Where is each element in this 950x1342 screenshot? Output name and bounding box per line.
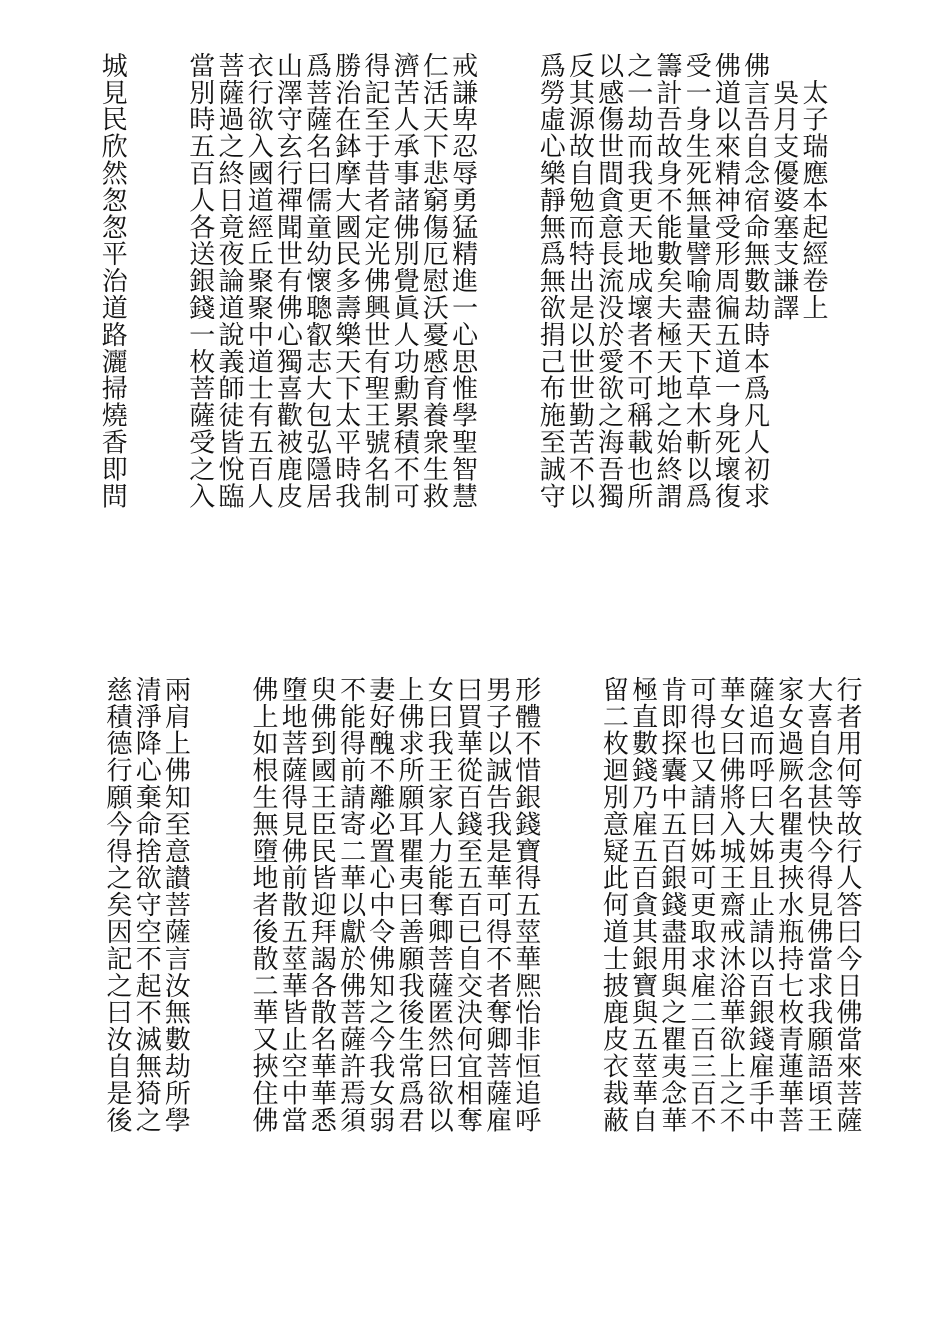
text-column: 當別時五百人各送銀錢一枚菩薩受之入: [184, 52, 215, 510]
text-column: 薩追而呼曰大姊且止請以百銀錢雇手中: [744, 676, 775, 1134]
text-column: 兩肩上佛知至意讃菩薩言汝無數劫所學: [160, 676, 191, 1134]
text-column: 佛上如根生無墮地者後散二華又挾住佛: [248, 676, 278, 1134]
text-column: 受一身生死無量譬喻盡天下草木斬以爲: [681, 52, 712, 510]
text-column: 留二枚迴別意疑此何道士披鹿皮衣裁蔽: [598, 676, 629, 1134]
text-column: 仁活天下悲窮傷厄慰沃憂慼育養衆生救: [418, 52, 449, 510]
text-column: 籌計吾故身不能數矣夫極天地之始終謂: [652, 52, 682, 510]
text-column: 濟苦人承事諸佛別覺眞人功勳累積不可: [389, 52, 420, 510]
text-column: 臾佛到國王臣民皆迎拜謁各散名華華悉: [306, 676, 337, 1134]
text-column: 上佛求所願耳瞿夷曰善願我後生常爲君: [394, 676, 424, 1134]
text-column: 佛言吾自念宿命無數劫時本爲凡人初求: [739, 52, 770, 510]
text-column: 大喜自念甚快今得見佛當求我願語頃王: [802, 676, 833, 1134]
text-column: 戒謙卑忍辱勇猛精進一心思惟學聖智慧: [447, 52, 478, 510]
text-column: 可得也又請曰姊可更取求雇二百三百不: [686, 676, 716, 1134]
text-column: 極直數錢乃雇五百貪其銀寶與五莖華自: [627, 676, 658, 1134]
text-column: 得記至于昔者定光佛興世有聖王號名制: [360, 52, 390, 510]
text-column: 之一劫而我更天地成壞者不可稱載也所: [622, 52, 653, 510]
text-column: 妻好醜不離必置心中令佛知之今我女弱: [364, 676, 395, 1134]
text-column: 佛道以來精神受形周徧五道一身死壞復: [710, 52, 741, 510]
top-text-block: [0, 52, 950, 522]
text-column: 墮地菩薩得見佛前散五莖華皆止空中當: [277, 676, 308, 1134]
text-column: 勝治在鉢摩大國民多壽樂天下太平時我: [330, 52, 361, 510]
text-column: 行者用何等故行人答曰今日佛當來菩薩: [832, 676, 862, 1134]
text-column: 吳月支優婆塞支謙譯: [768, 52, 799, 321]
text-column: 以感傷世間貪意長流没於愛欲之海吾獨: [593, 52, 624, 510]
text-column: 形體不惜銀錢寶得五莖華熈怡非恒追呼: [510, 676, 541, 1134]
text-column: 清淨降心棄命捨欲守空不起不滅無猗之: [131, 676, 162, 1134]
text-column: 男子以誠告我是華可得不者奪卿菩薩雇: [481, 676, 512, 1134]
text-column: 不能得前請寄二華以獻於佛菩薩許焉須: [335, 676, 366, 1134]
text-column: 爲勞虛心樂靜無爲無欲捐己布施至誠守: [535, 52, 566, 510]
text-column: 華女曰佛將入城王齋戒沐浴華欲上之不: [715, 676, 746, 1134]
text-column: 城見民欣然怱怱平治道路灑掃燒香即問: [97, 52, 128, 510]
text-column: 菩薩過之終日竟夜論道說義師徒皆悅臨: [214, 52, 244, 510]
text-column: 肯即探囊中五百銀錢盡用與之瞿夷念華: [656, 676, 687, 1134]
text-column: 反其源故自勉而特出是以世世勤苦不以: [564, 52, 595, 510]
text-column: 爲菩薩名曰儒童幼懷聰叡志大包弘隱居: [301, 52, 332, 510]
bottom-text-block: [0, 676, 950, 1146]
text-column: 慈積德行願今得之矣因記之曰汝自是後: [102, 676, 132, 1134]
text-column: 曰買華從百錢至五百已自交決何宜相奪: [452, 676, 483, 1134]
text-column: 山澤守玄行禪聞世有佛心獨喜歡被鹿皮: [272, 52, 303, 510]
text-column: 太子瑞應本起經卷上: [798, 52, 828, 321]
text-column: 女曰我王家人力能奪卿菩薩匿然曰欲以: [423, 676, 454, 1134]
text-column: 家女過厥名瞿夷挾水瓶持七枚青蓮華菩: [773, 676, 804, 1134]
text-column: 衣行欲入國道經丘聚聚中道士有五百人: [243, 52, 274, 510]
